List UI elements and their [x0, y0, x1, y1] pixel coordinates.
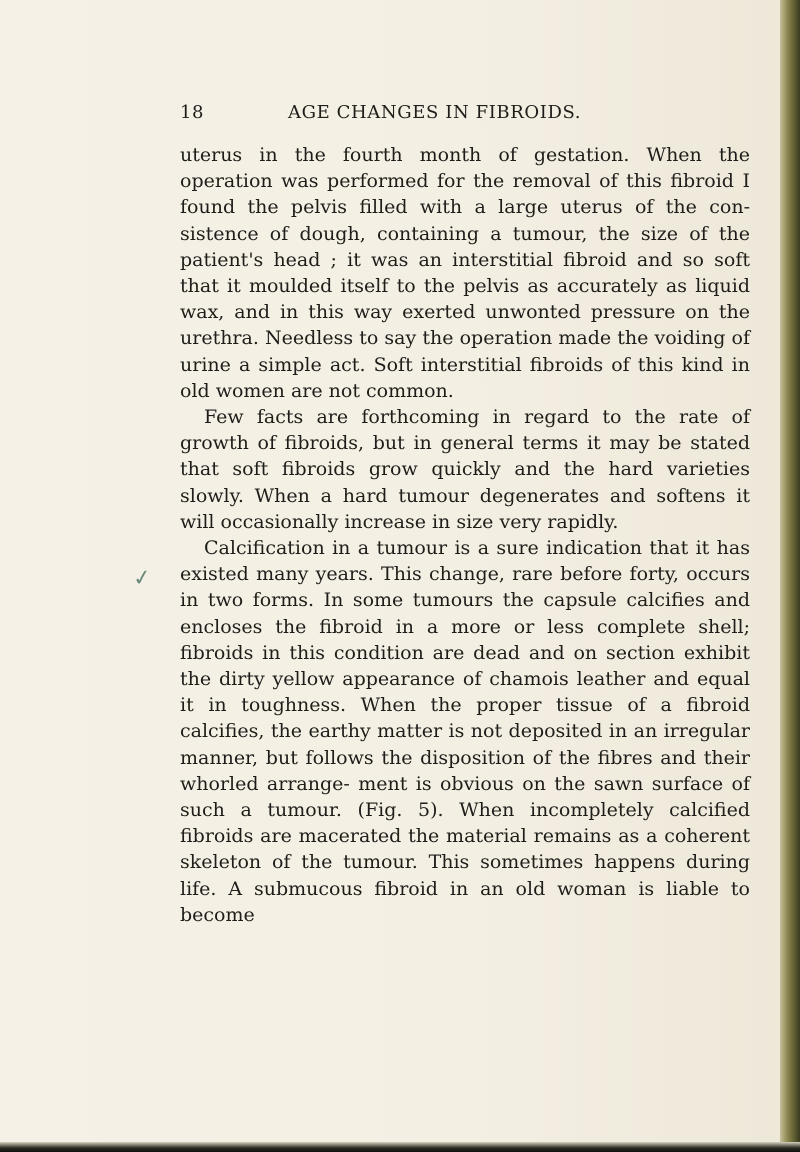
page-bottom-edge	[0, 1142, 800, 1152]
paragraph-3: Calcification in a tumour is a sure indication that it has existed many years. This change, rare before forty, occurs in two forms. In some tumours the capsule calcifies and encloses the fibroid in a more or less complete shell; fibroids in this condition are dead and on section exhibit the dirty yellow appearance of chamois leather and equal it in toughness. When the proper tissue of a fibroid calcifies, the earthy matter is not deposited in an irregular manner, but follows the disposition of the fibres and their whorled arrange- ment is obvious on the sawn surface of such a tumour. (Fig. 5). When incompletely calcified fibroids are macerated the material remains as a coherent skeleton of the tumour. This sometimes happens during life. A submucous fibroid in an old woman is liable to become	[180, 537, 750, 926]
page-number: 18	[180, 102, 205, 123]
running-title: AGE CHANGES IN FIBROIDS.	[288, 102, 582, 123]
paragraph-2: Few facts are forthcoming in regard to the rate of growth of fibroids, but in general terms it may be stated that soft fibroids grow quickly and the hard varieties slowly. When a hard tumour degenerates and softens it will occasionally increase in size very rapidly.	[180, 406, 750, 533]
body-text	[180, 142, 750, 928]
paragraph-1: uterus in the fourth month of gestation. When the operation was performed for the removal of this fibroid I found the pelvis filled with a large uterus of the con- sistence of dough, containing a tumour, the size of the patient's head ; it was an interstitial fibroid and so soft that it moulded itself to the pelvis as accurately as liquid wax, and in this way exerted unwonted pressure on the urethra. Needless to say the operation made the voiding of urine a simple act. Soft interstitial fibroids of this kind in old women are not common.	[180, 144, 750, 402]
margin-check-mark: ✓	[131, 564, 154, 593]
page-edge	[780, 0, 800, 1152]
